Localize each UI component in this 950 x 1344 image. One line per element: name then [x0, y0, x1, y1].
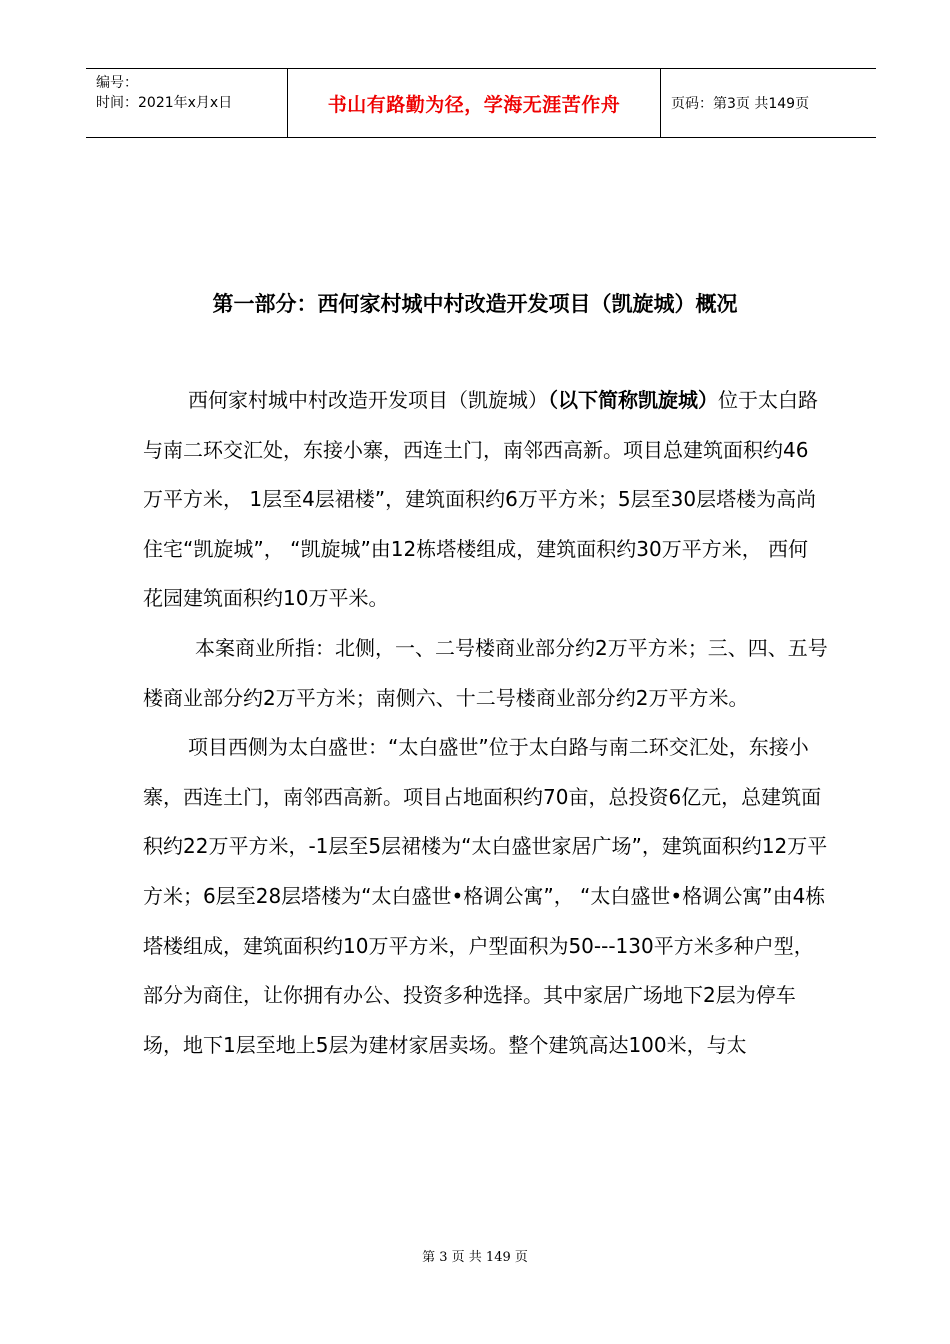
time-label: 时间：2021年x月x日 — [96, 95, 233, 111]
paragraph-3: 项目西侧为太白盛世：“太白盛世”位于太白路与南二环交汇处，东接小寨，西连土门，南邻西高新。项目占地面积约70亩，总投资6亿元，总建筑面积约22万平方米，-1层至5层裙楼为“太白盛世家居广场”，建筑面积约12万平方米；6层至28层塔楼为“太白盛世•格调公寓”， “太白盛世•格调公寓”由4栋塔楼组成，建筑面积约10万平方米，户型面积为50---130平方米多种户型，部分为商住，让你拥有办公、投资多种选择。其中家居广场地下2层为停车场，地下1层至地上5层为建材家居卖场。整个建筑高达100米，与太 — [143, 735, 828, 1057]
paragraph-1-part-a: 西何家村城中村改造开发项目（凯旋城） — [188, 388, 548, 412]
header-meta — [86, 69, 288, 137]
page-footer: 第 3 页 共 149 页 — [422, 1250, 528, 1265]
document-body — [143, 376, 828, 1070]
section-title: 第一部分：西何家村城中村改造开发项目（凯旋城）概况 — [212, 292, 738, 316]
header-motto: 书山有路勤为径，学海无涯苦作舟 — [288, 69, 661, 137]
paragraph-1 — [143, 376, 828, 624]
page-header — [86, 68, 876, 138]
number-label: 编号： — [96, 75, 138, 91]
paragraph-2: 本案商业所指：北侧，一、二号楼商业部分约2万平方米；三、四、五号楼商业部分约2万平方米；南侧六、十二号楼商业部分约2万平方米。 — [143, 635, 828, 710]
paragraph-1-bold: （以下简称凯旋城） — [548, 388, 718, 412]
header-page-info: 页码：第3页 共149页 — [671, 96, 810, 112]
paragraph-1-part-b: 位于太白路与南二环交汇处，东接小寨，西连土门，南邻西高新。项目总建筑面积约46万平方米， 1层至4层裙楼”，建筑面积约6万平方米；5层至30层塔楼为高尚住宅“凯旋城”， “凯旋城”由12栋塔楼组成，建筑面积约30万平方米， 西何花园建筑面积约10万平米。 — [143, 388, 818, 611]
